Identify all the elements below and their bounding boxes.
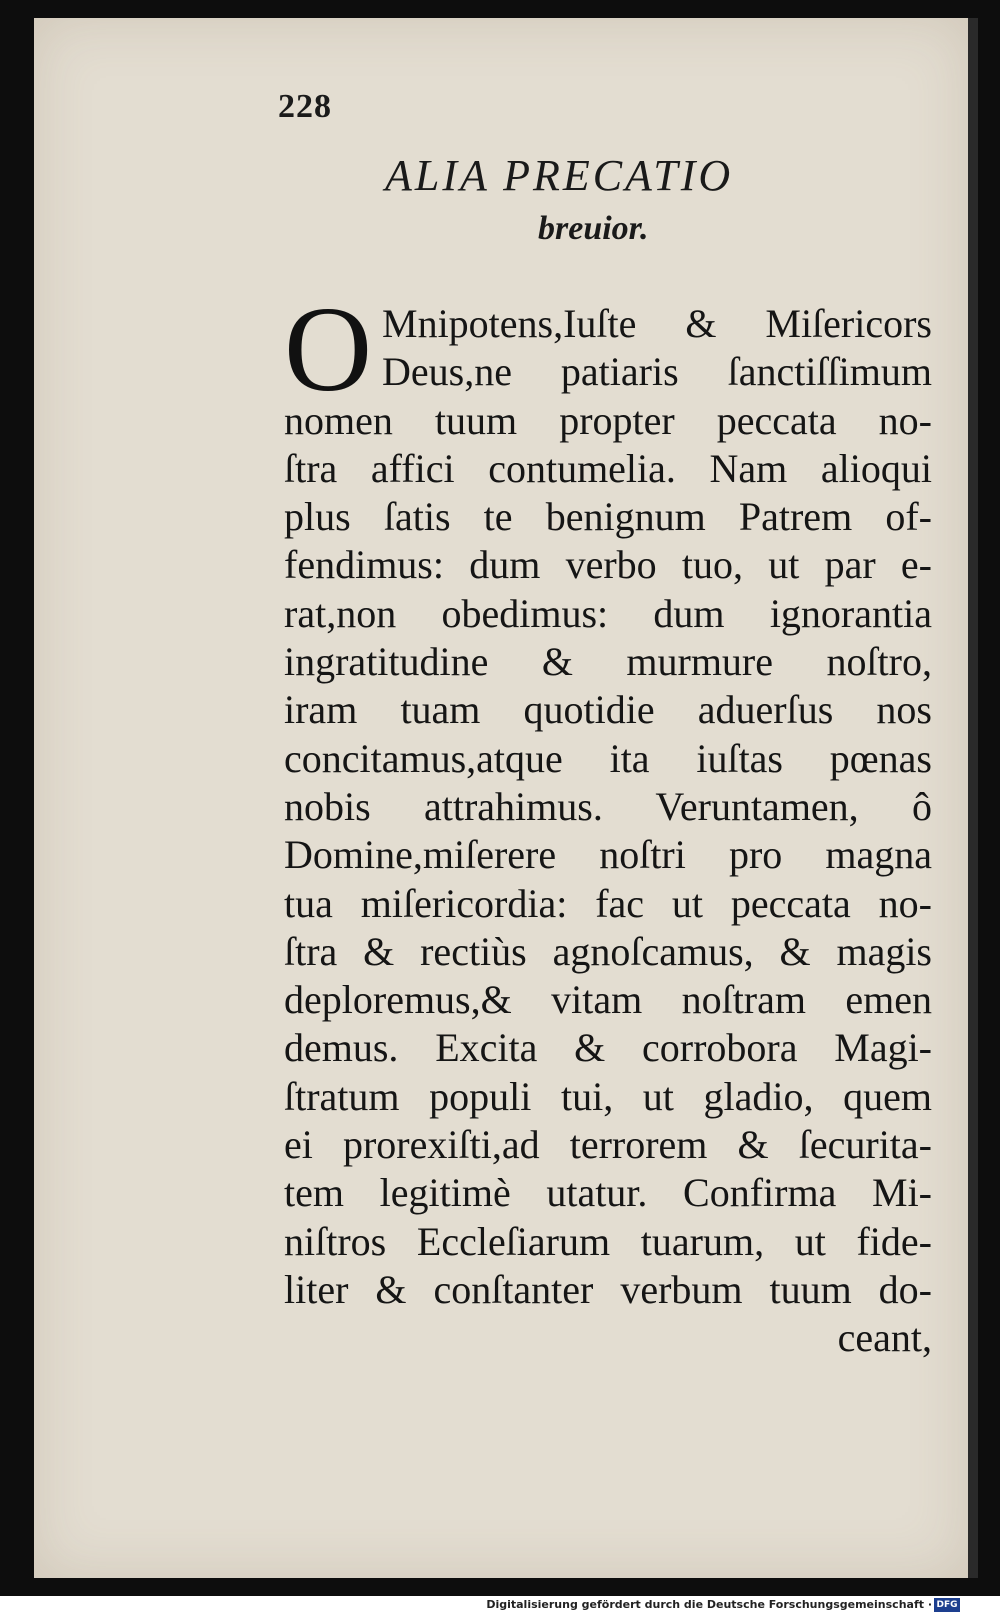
- text-line: ingratitudine & murmure noſtro,: [284, 639, 932, 685]
- text-line: liter & conſtanter verbum tuum do-: [284, 1266, 932, 1312]
- text-line: tem legitimè utatur. Confirma Mi-: [284, 1170, 932, 1216]
- text-line: ſtra affici contumelia. Nam alioqui: [284, 445, 932, 491]
- text-line: Mnipotens,Iuſte & Miſericors: [382, 301, 932, 346]
- text-line: plus ſatis te benignum Patrem of-: [284, 494, 932, 540]
- dfg-logo-icon: DFG: [934, 1598, 960, 1612]
- prayer-text: [284, 300, 932, 1363]
- text-line: nomen tuum propter peccata no-: [284, 397, 932, 443]
- text-line: iram tuam quotidie aduerſus nos: [284, 687, 932, 733]
- page-number: 228: [278, 88, 332, 125]
- page-edge: [968, 18, 978, 1578]
- text-line: tua miſericordia: fac ut peccata no-: [284, 880, 932, 926]
- text-line: concitamus,atque ita iuſtas pœnas: [284, 735, 932, 781]
- text-line: ſtra & rectiùs agnoſcamus, & magis: [284, 928, 932, 974]
- page-subheading: breuior.: [538, 210, 649, 247]
- text-line: niſtros Eccleſiarum tuarum, ut fide-: [284, 1218, 932, 1264]
- text-line: ſtratum populi tui, ut gladio, quem: [284, 1073, 932, 1119]
- text-line: demus. Excita & corrobora Magi-: [284, 1025, 932, 1071]
- page-heading: ALIA PRECATIO: [385, 151, 734, 200]
- catchword: ceant,: [837, 1315, 932, 1361]
- text-line: Domine,miſerere noſtri pro magna: [284, 832, 932, 878]
- drop-cap-initial: O: [283, 282, 373, 417]
- text-line: ei prorexiſti,ad terrorem & ſecurita-: [284, 1122, 932, 1168]
- digitization-credit: Digitalisierung gefördert durch die Deutsche Forschungsgemeinschaft ·: [486, 1598, 932, 1611]
- text-line: Deus,ne patiaris ſanctiſſimum: [382, 349, 932, 395]
- text-line: nobis attrahimus. Veruntamen, ô: [284, 783, 932, 829]
- text-line: fendimus: dum verbo tuo, ut par e-: [284, 542, 932, 588]
- text-line: rat,non obedimus: dum ignorantia: [284, 590, 932, 636]
- text-line: deploremus,& vitam noſtram emen: [284, 977, 932, 1023]
